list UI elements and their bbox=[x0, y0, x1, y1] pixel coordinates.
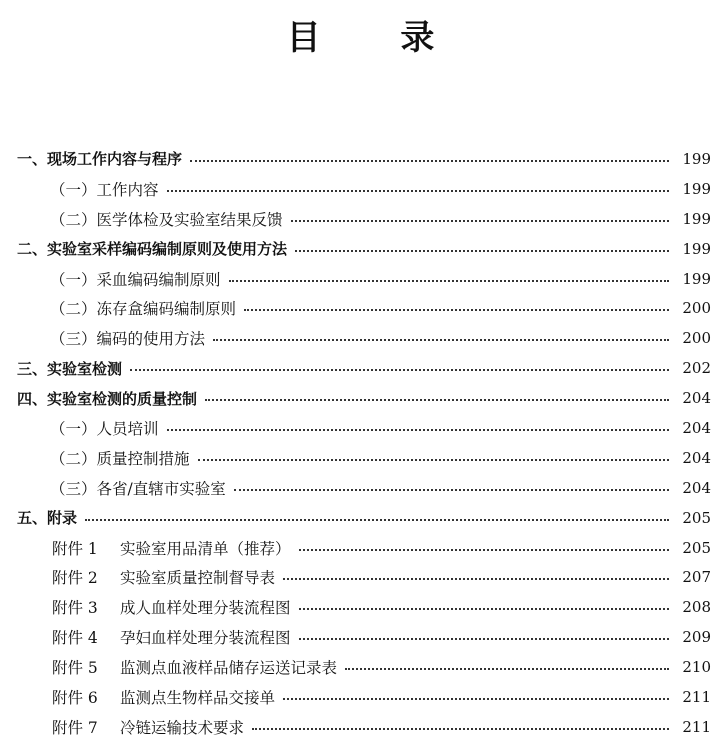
toc-entry-attachment[interactable] bbox=[0, 562, 721, 592]
toc-entry-label bbox=[52, 686, 275, 708]
attachment-number: 附件 4 bbox=[52, 629, 98, 648]
dot-leader bbox=[205, 399, 669, 401]
toc-page-number: 211 bbox=[682, 687, 711, 706]
attachment-number: 附件 5 bbox=[52, 659, 98, 678]
toc-entry-attachment[interactable] bbox=[0, 712, 721, 742]
toc-entry-attachment[interactable] bbox=[0, 622, 721, 652]
toc-entry-label: （一）人员培训 bbox=[50, 419, 159, 438]
toc-entry-label: （三）编码的使用方法 bbox=[50, 330, 206, 349]
toc-page-number: 199 bbox=[682, 179, 711, 198]
toc-page-number: 199 bbox=[682, 239, 711, 258]
table-of-contents bbox=[0, 144, 721, 742]
dot-leader bbox=[190, 160, 669, 162]
toc-entry-subsection[interactable] bbox=[0, 293, 721, 323]
dot-leader bbox=[213, 339, 669, 341]
toc-page-number: 204 bbox=[682, 448, 711, 467]
toc-entry-label: （一）工作内容 bbox=[50, 180, 159, 199]
toc-page-number: 207 bbox=[682, 568, 711, 587]
toc-entry-label: （二）质量控制措施 bbox=[50, 449, 190, 468]
toc-entry-label: 一、现场工作内容与程序 bbox=[17, 150, 183, 169]
toc-page-number: 211 bbox=[682, 717, 711, 736]
toc-entry-section-3[interactable] bbox=[0, 353, 721, 383]
toc-entry-subsection[interactable] bbox=[0, 174, 721, 204]
toc-page-number: 202 bbox=[682, 359, 711, 378]
toc-page-number: 208 bbox=[682, 598, 711, 617]
toc-entry-label: 二、实验室采样编码编制原则及使用方法 bbox=[17, 240, 288, 259]
dot-leader bbox=[291, 220, 669, 222]
toc-page-number: 199 bbox=[682, 269, 711, 288]
toc-entry-section-1[interactable] bbox=[0, 144, 721, 174]
toc-entry-subsection[interactable] bbox=[0, 443, 721, 473]
toc-page-number: 205 bbox=[682, 508, 711, 527]
toc-entry-subsection[interactable] bbox=[0, 473, 721, 503]
toc-page-number: 209 bbox=[682, 628, 711, 647]
dot-leader bbox=[229, 280, 669, 282]
dot-leader bbox=[283, 578, 669, 580]
toc-entry-section-5[interactable] bbox=[0, 503, 721, 533]
attachment-number: 附件 1 bbox=[52, 539, 98, 558]
toc-entry-label: 五、附录 bbox=[17, 509, 78, 528]
toc-page-number: 204 bbox=[682, 418, 711, 437]
toc-page-number: 205 bbox=[682, 538, 711, 557]
toc-entry-label bbox=[52, 716, 244, 738]
toc-entry-label: （三）各省/直辖市实验室 bbox=[50, 479, 226, 498]
attachment-number: 附件 7 bbox=[52, 718, 98, 737]
toc-page-number: 204 bbox=[682, 478, 711, 497]
dot-leader bbox=[295, 250, 669, 252]
dot-leader bbox=[299, 608, 669, 610]
attachment-title: 监测点血液样品储存运送记录表 bbox=[120, 659, 338, 678]
dot-leader bbox=[198, 459, 669, 461]
toc-entry-label bbox=[52, 656, 337, 678]
toc-entry-label: 四、实验室检测的质量控制 bbox=[17, 389, 198, 408]
page-title: 目 录 bbox=[286, 18, 469, 58]
toc-entry-subsection[interactable] bbox=[0, 323, 721, 353]
dot-leader bbox=[345, 668, 669, 670]
toc-entry-label: 三、实验室检测 bbox=[17, 359, 123, 378]
toc-entry-label: （二）冻存盒编码编制原则 bbox=[50, 300, 237, 319]
dot-leader bbox=[299, 549, 669, 551]
toc-entry-section-4[interactable] bbox=[0, 383, 721, 413]
toc-page-number: 204 bbox=[682, 389, 711, 408]
attachment-number: 附件 6 bbox=[52, 688, 98, 707]
toc-entry-subsection[interactable] bbox=[0, 264, 721, 294]
dot-leader bbox=[234, 489, 669, 491]
attachment-title: 孕妇血样处理分装流程图 bbox=[120, 629, 291, 648]
toc-entry-label: （一）采血编码编制原则 bbox=[50, 270, 221, 289]
attachment-title: 监测点生物样品交接单 bbox=[120, 688, 276, 707]
attachment-title: 冷链运输技术要求 bbox=[120, 718, 245, 737]
toc-page-number: 199 bbox=[682, 209, 711, 228]
toc-page-number: 200 bbox=[682, 299, 711, 318]
toc-entry-attachment[interactable] bbox=[0, 533, 721, 563]
toc-entry-subsection[interactable] bbox=[0, 413, 721, 443]
dot-leader bbox=[283, 698, 669, 700]
dot-leader bbox=[167, 190, 669, 192]
dot-leader bbox=[85, 519, 669, 521]
toc-entry-label: （二）医学体检及实验室结果反馈 bbox=[50, 210, 283, 229]
attachment-title: 实验室用品清单（推荐） bbox=[120, 539, 291, 558]
attachment-title: 成人血样处理分装流程图 bbox=[120, 599, 291, 618]
dot-leader bbox=[167, 429, 669, 431]
toc-entry-attachment[interactable] bbox=[0, 652, 721, 682]
toc-entry-attachment[interactable] bbox=[0, 682, 721, 712]
toc-entry-label bbox=[52, 537, 291, 559]
toc-entry-subsection[interactable] bbox=[0, 204, 721, 234]
toc-entry-section-2[interactable] bbox=[0, 234, 721, 264]
toc-page-number: 199 bbox=[682, 149, 711, 168]
toc-entry-label bbox=[52, 566, 275, 588]
attachment-number: 附件 2 bbox=[52, 569, 98, 588]
dot-leader bbox=[130, 369, 669, 371]
toc-entry-attachment[interactable] bbox=[0, 592, 721, 622]
attachment-title: 实验室质量控制督导表 bbox=[120, 569, 276, 588]
toc-page-number: 200 bbox=[682, 329, 711, 348]
dot-leader bbox=[299, 638, 669, 640]
toc-entry-label bbox=[52, 626, 291, 648]
toc-entry-label bbox=[52, 596, 291, 618]
dot-leader bbox=[244, 309, 669, 311]
toc-page-number: 210 bbox=[682, 658, 711, 677]
attachment-number: 附件 3 bbox=[52, 599, 98, 618]
dot-leader bbox=[252, 728, 669, 730]
